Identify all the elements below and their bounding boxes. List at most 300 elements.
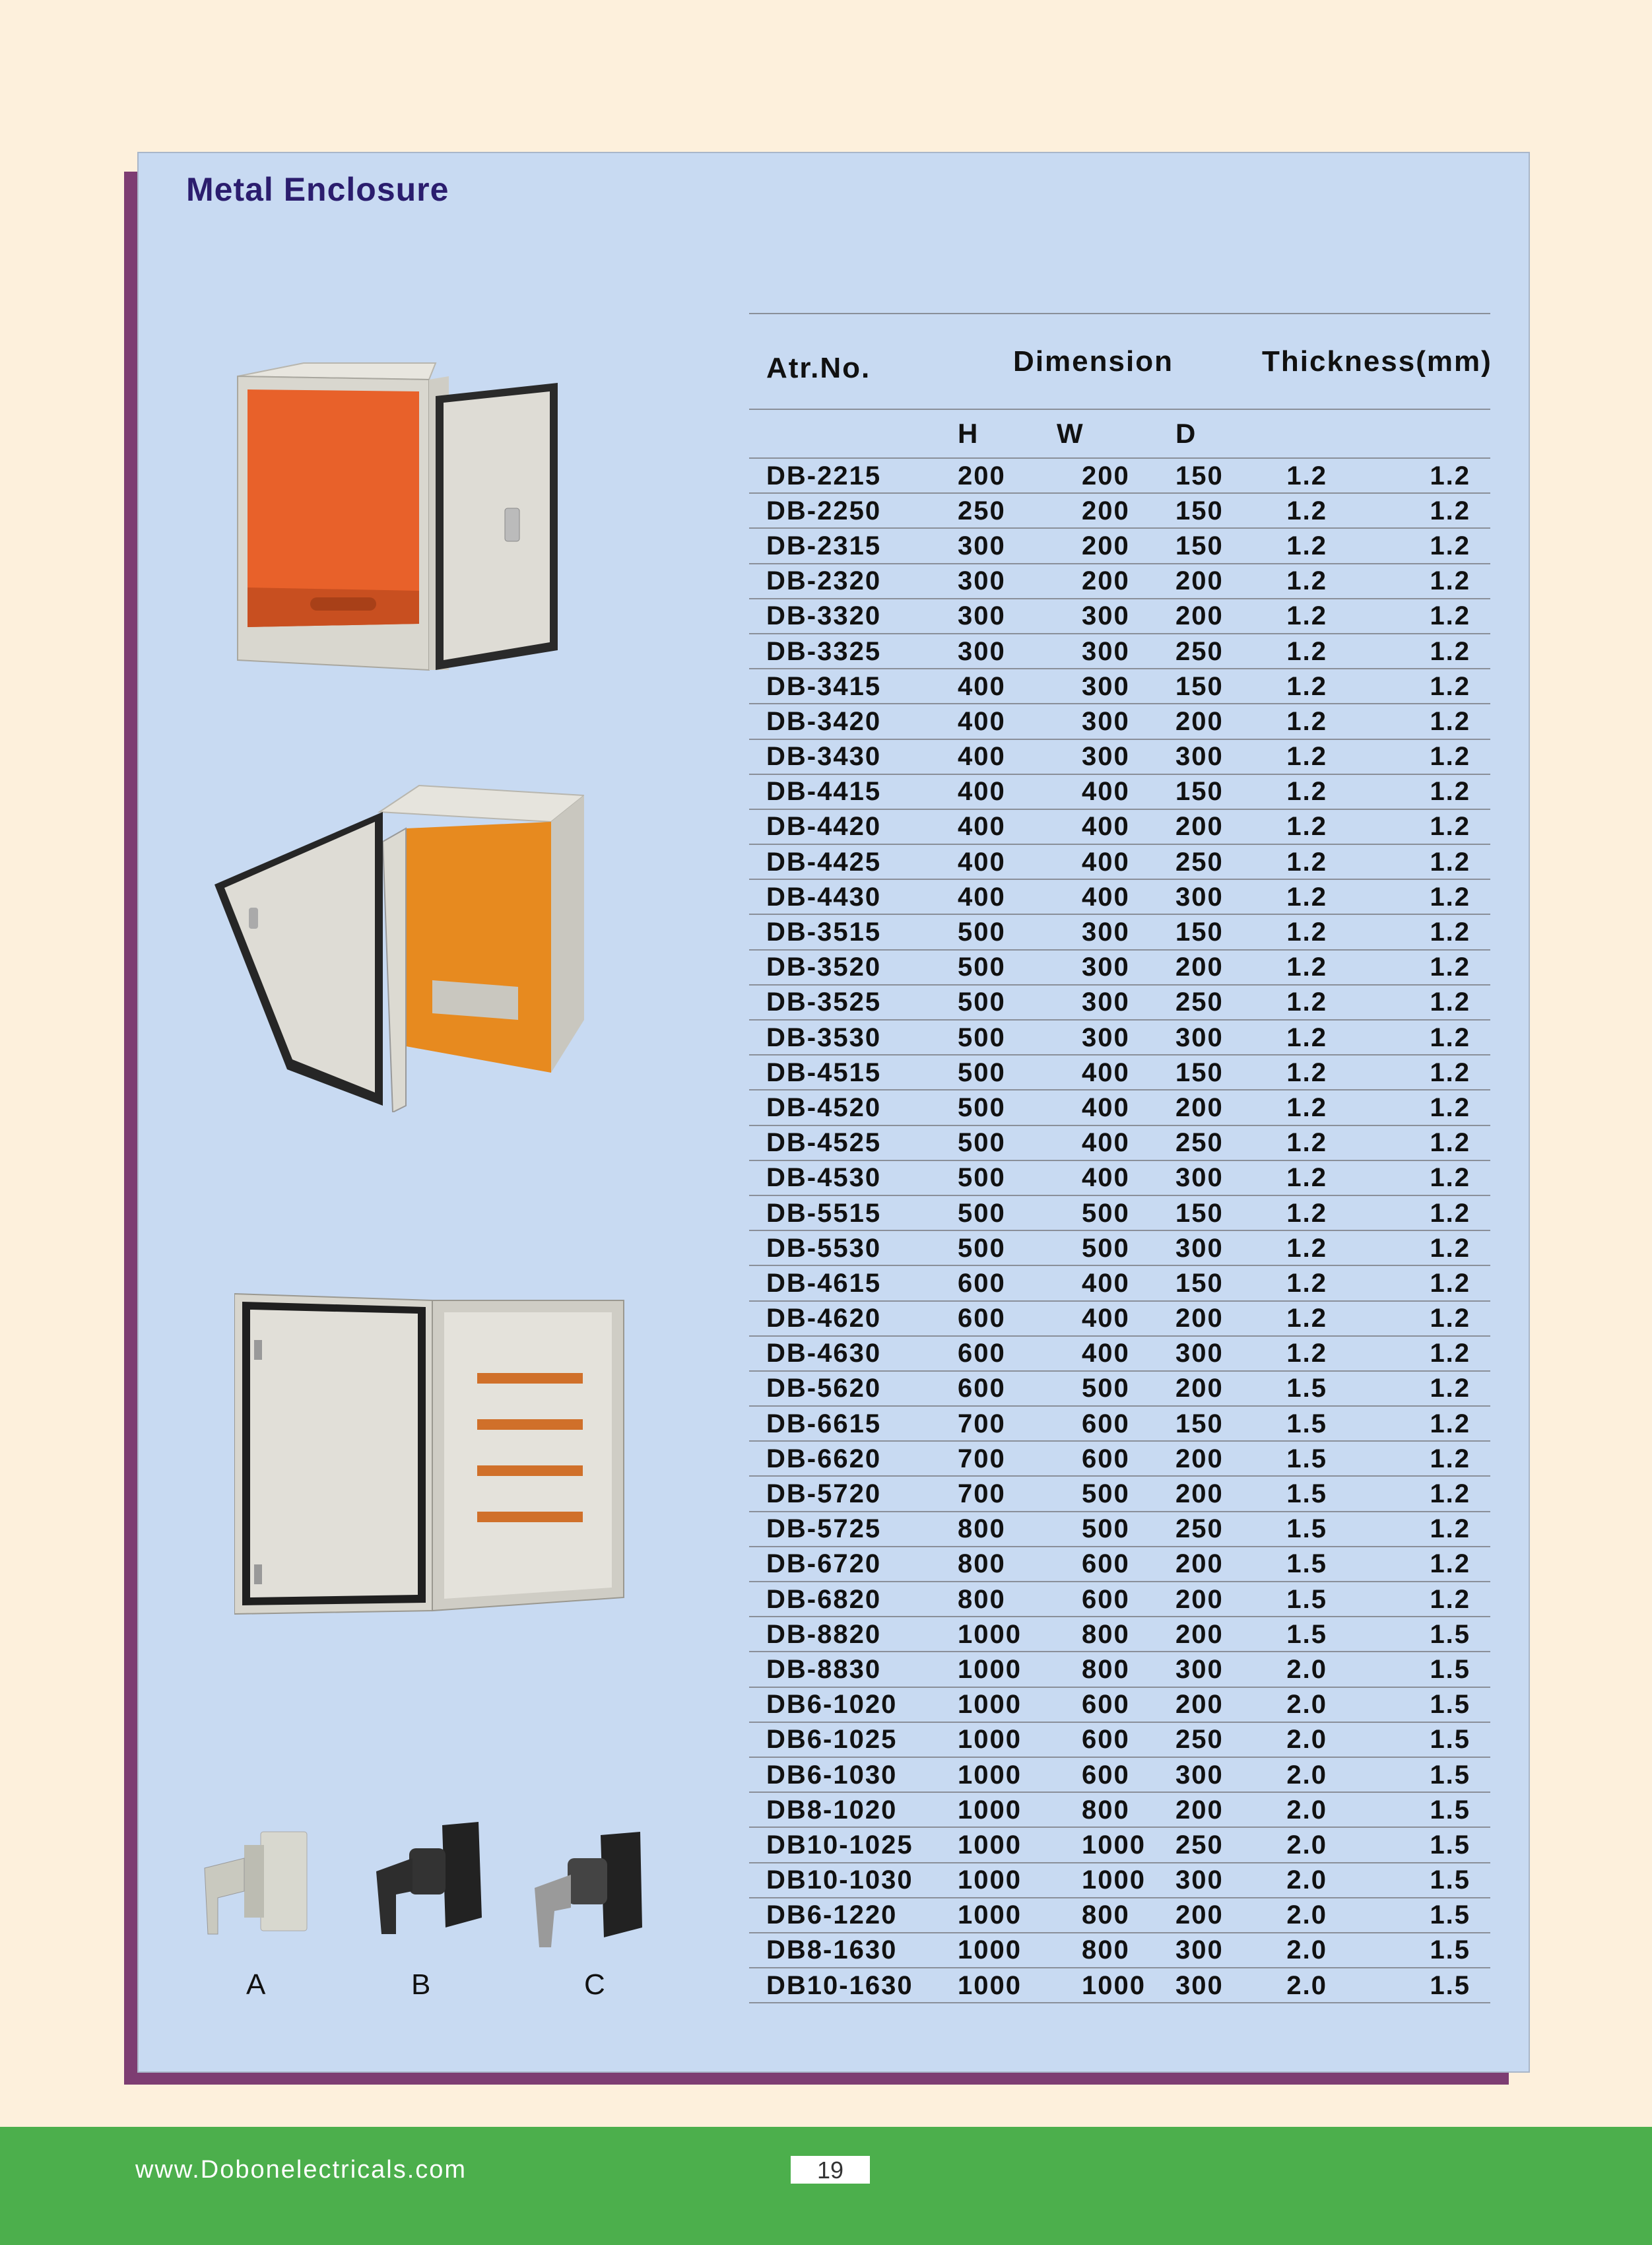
cell-atr-no: DB-4630 [749, 1336, 944, 1371]
cell-d: 200 [1162, 599, 1261, 634]
cell-atr-no: DB-3420 [749, 704, 944, 739]
cell-thickness-1: 1.5 [1261, 1406, 1387, 1441]
table-row [749, 1090, 1490, 1125]
cell-w: 200 [1057, 458, 1162, 493]
cell-thickness-2: 1.5 [1387, 1652, 1490, 1687]
cell-thickness-1: 2.0 [1261, 1863, 1387, 1898]
cell-thickness-2: 1.2 [1387, 1371, 1490, 1406]
cell-thickness-2: 1.5 [1387, 1933, 1490, 1968]
lock-b-image [370, 1819, 485, 1941]
cell-thickness-2: 1.2 [1387, 493, 1490, 528]
cell-thickness-2: 1.2 [1387, 950, 1490, 985]
cell-thickness-2: 1.2 [1387, 669, 1490, 704]
cell-atr-no: DB-4530 [749, 1160, 944, 1195]
cell-h: 500 [944, 1160, 1057, 1195]
table-row [749, 879, 1490, 914]
header-h: H [944, 409, 1057, 458]
cell-thickness-2: 1.2 [1387, 1230, 1490, 1265]
lock-c-image [531, 1828, 647, 1951]
cell-atr-no: DB-6720 [749, 1547, 944, 1582]
cell-h: 500 [944, 1125, 1057, 1160]
cell-d: 300 [1162, 739, 1261, 774]
cell-h: 300 [944, 564, 1057, 599]
cell-atr-no: DB-2315 [749, 528, 944, 563]
cell-atr-no: DB-4425 [749, 844, 944, 879]
page-title: Metal Enclosure [186, 171, 449, 208]
cell-h: 300 [944, 528, 1057, 563]
cell-thickness-1: 1.5 [1261, 1547, 1387, 1582]
table-row [749, 634, 1490, 669]
cell-d: 200 [1162, 704, 1261, 739]
cell-h: 500 [944, 1055, 1057, 1090]
cell-d: 200 [1162, 1547, 1261, 1582]
cell-w: 400 [1057, 879, 1162, 914]
cell-thickness-1: 1.2 [1261, 1020, 1387, 1055]
table-row [749, 950, 1490, 985]
table-row [749, 1406, 1490, 1441]
cell-thickness-2: 1.2 [1387, 844, 1490, 879]
cell-w: 400 [1057, 809, 1162, 844]
cell-w: 400 [1057, 1265, 1162, 1300]
cell-d: 150 [1162, 1195, 1261, 1230]
cell-thickness-2: 1.2 [1387, 1582, 1490, 1617]
cell-thickness-1: 2.0 [1261, 1827, 1387, 1862]
cell-h: 1000 [944, 1933, 1057, 1968]
cell-w: 1000 [1057, 1968, 1162, 2003]
cell-d: 150 [1162, 669, 1261, 704]
cell-atr-no: DB-3525 [749, 985, 944, 1020]
cell-thickness-2: 1.2 [1387, 1336, 1490, 1371]
cell-w: 800 [1057, 1933, 1162, 1968]
cell-d: 250 [1162, 634, 1261, 669]
cell-d: 250 [1162, 1512, 1261, 1547]
cell-thickness-2: 1.2 [1387, 1160, 1490, 1195]
cell-thickness-1: 2.0 [1261, 1968, 1387, 2003]
enclosure-image-3 [234, 1287, 630, 1617]
cell-d: 300 [1162, 1933, 1261, 1968]
cell-atr-no: DB-3415 [749, 669, 944, 704]
cell-atr-no: DB-5720 [749, 1476, 944, 1511]
cell-w: 400 [1057, 1125, 1162, 1160]
cell-w: 400 [1057, 1055, 1162, 1090]
enclosure-image-2 [208, 782, 584, 1112]
cell-thickness-2: 1.2 [1387, 1406, 1490, 1441]
page-number: 19 [791, 2156, 870, 2184]
table-row [749, 1055, 1490, 1090]
cell-h: 800 [944, 1582, 1057, 1617]
cell-h: 1000 [944, 1792, 1057, 1827]
cell-h: 500 [944, 1230, 1057, 1265]
cell-d: 300 [1162, 1160, 1261, 1195]
cell-thickness-1: 1.2 [1261, 739, 1387, 774]
cell-h: 400 [944, 879, 1057, 914]
cell-thickness-2: 1.2 [1387, 1441, 1490, 1476]
spec-table [749, 313, 1490, 2003]
cell-thickness-1: 1.5 [1261, 1617, 1387, 1652]
table-row [749, 1968, 1490, 2003]
header-d: D [1162, 409, 1261, 458]
cell-h: 700 [944, 1476, 1057, 1511]
table-row [749, 1195, 1490, 1230]
cell-atr-no: DB-2250 [749, 493, 944, 528]
table-row [749, 1230, 1490, 1265]
cell-thickness-2: 1.2 [1387, 1125, 1490, 1160]
cell-h: 300 [944, 599, 1057, 634]
table-row [749, 528, 1490, 563]
cell-atr-no: DB-8830 [749, 1652, 944, 1687]
lock-label-a: A [246, 1968, 266, 2001]
cell-w: 600 [1057, 1406, 1162, 1441]
table-row [749, 914, 1490, 949]
cell-d: 200 [1162, 1371, 1261, 1406]
cell-atr-no: DB6-1025 [749, 1722, 944, 1757]
cell-h: 400 [944, 704, 1057, 739]
cell-thickness-2: 1.2 [1387, 1195, 1490, 1230]
cell-thickness-2: 1.2 [1387, 634, 1490, 669]
header-dimension: Dimension [944, 314, 1261, 409]
cell-atr-no: DB-2215 [749, 458, 944, 493]
cell-thickness-2: 1.5 [1387, 1898, 1490, 1933]
cell-thickness-2: 1.2 [1387, 1020, 1490, 1055]
table-row [749, 704, 1490, 739]
cell-atr-no: DB-3320 [749, 599, 944, 634]
cell-w: 600 [1057, 1722, 1162, 1757]
cell-d: 200 [1162, 1441, 1261, 1476]
cell-w: 600 [1057, 1441, 1162, 1476]
cell-w: 800 [1057, 1652, 1162, 1687]
cell-thickness-1: 1.2 [1261, 985, 1387, 1020]
cell-h: 700 [944, 1441, 1057, 1476]
cell-thickness-1: 1.2 [1261, 704, 1387, 739]
cell-atr-no: DB-3430 [749, 739, 944, 774]
cell-thickness-1: 1.5 [1261, 1582, 1387, 1617]
cell-thickness-1: 1.2 [1261, 1160, 1387, 1195]
cell-w: 300 [1057, 985, 1162, 1020]
cell-d: 200 [1162, 1476, 1261, 1511]
cell-w: 1000 [1057, 1863, 1162, 1898]
cell-thickness-2: 1.5 [1387, 1617, 1490, 1652]
cell-atr-no: DB-2320 [749, 564, 944, 599]
cell-h: 500 [944, 1195, 1057, 1230]
cell-w: 600 [1057, 1582, 1162, 1617]
cell-thickness-1: 2.0 [1261, 1792, 1387, 1827]
cell-h: 1000 [944, 1898, 1057, 1933]
cell-thickness-2: 1.2 [1387, 985, 1490, 1020]
cell-thickness-2: 1.5 [1387, 1968, 1490, 2003]
cell-atr-no: DB-3530 [749, 1020, 944, 1055]
cell-thickness-1: 1.2 [1261, 1230, 1387, 1265]
cell-thickness-2: 1.2 [1387, 704, 1490, 739]
table-row [749, 1160, 1490, 1195]
table-row [749, 1476, 1490, 1511]
cell-thickness-1: 1.2 [1261, 809, 1387, 844]
cell-d: 300 [1162, 1863, 1261, 1898]
table-row [749, 1617, 1490, 1652]
cell-thickness-1: 1.5 [1261, 1371, 1387, 1406]
cell-thickness-1: 1.2 [1261, 1336, 1387, 1371]
cell-thickness-1: 1.2 [1261, 844, 1387, 879]
cell-d: 150 [1162, 528, 1261, 563]
table-row [749, 985, 1490, 1020]
cell-h: 800 [944, 1512, 1057, 1547]
cell-d: 150 [1162, 493, 1261, 528]
table-row [749, 1020, 1490, 1055]
cell-thickness-2: 1.2 [1387, 914, 1490, 949]
cell-thickness-2: 1.2 [1387, 1512, 1490, 1547]
cell-thickness-2: 1.2 [1387, 1547, 1490, 1582]
cell-d: 200 [1162, 1090, 1261, 1125]
cell-atr-no: DB-4420 [749, 809, 944, 844]
table-body [749, 458, 1490, 2003]
cell-d: 300 [1162, 1020, 1261, 1055]
cell-atr-no: DB10-1025 [749, 1827, 944, 1862]
table-row [749, 844, 1490, 879]
enclosure-image-1 [231, 360, 574, 677]
cell-thickness-1: 1.2 [1261, 528, 1387, 563]
subheader-spacer [1387, 409, 1490, 458]
table-row [749, 1441, 1490, 1476]
cell-thickness-1: 1.2 [1261, 599, 1387, 634]
cell-thickness-2: 1.2 [1387, 809, 1490, 844]
cell-w: 400 [1057, 844, 1162, 879]
cell-atr-no: DB6-1020 [749, 1687, 944, 1722]
table-row [749, 1301, 1490, 1336]
cell-w: 400 [1057, 774, 1162, 809]
cell-w: 400 [1057, 1301, 1162, 1336]
cell-d: 200 [1162, 1301, 1261, 1336]
cell-thickness-1: 2.0 [1261, 1687, 1387, 1722]
cell-thickness-1: 1.2 [1261, 458, 1387, 493]
cell-thickness-1: 1.2 [1261, 564, 1387, 599]
cell-atr-no: DB6-1220 [749, 1898, 944, 1933]
cell-thickness-1: 2.0 [1261, 1652, 1387, 1687]
cell-d: 150 [1162, 914, 1261, 949]
cell-thickness-1: 2.0 [1261, 1933, 1387, 1968]
cell-d: 200 [1162, 809, 1261, 844]
cell-w: 600 [1057, 1687, 1162, 1722]
cell-h: 400 [944, 809, 1057, 844]
cell-d: 300 [1162, 1757, 1261, 1792]
cell-w: 500 [1057, 1512, 1162, 1547]
cell-h: 500 [944, 1090, 1057, 1125]
cell-h: 600 [944, 1336, 1057, 1371]
cell-thickness-2: 1.5 [1387, 1687, 1490, 1722]
cell-thickness-2: 1.2 [1387, 879, 1490, 914]
cell-h: 1000 [944, 1652, 1057, 1687]
cell-d: 300 [1162, 1230, 1261, 1265]
cell-thickness-1: 1.2 [1261, 950, 1387, 985]
cell-atr-no: DB-6615 [749, 1406, 944, 1441]
cell-thickness-2: 1.2 [1387, 458, 1490, 493]
table-row [749, 1933, 1490, 1968]
cell-atr-no: DB-5515 [749, 1195, 944, 1230]
cell-atr-no: DB-4520 [749, 1090, 944, 1125]
cell-d: 200 [1162, 564, 1261, 599]
cell-d: 200 [1162, 1617, 1261, 1652]
cell-d: 250 [1162, 1125, 1261, 1160]
cell-d: 200 [1162, 1687, 1261, 1722]
cell-thickness-2: 1.2 [1387, 739, 1490, 774]
cell-atr-no: DB-4415 [749, 774, 944, 809]
cell-atr-no: DB-4525 [749, 1125, 944, 1160]
cell-w: 500 [1057, 1476, 1162, 1511]
cell-thickness-1: 1.2 [1261, 493, 1387, 528]
table-row [749, 1582, 1490, 1617]
cell-atr-no: DB10-1630 [749, 1968, 944, 2003]
table-row [749, 1125, 1490, 1160]
cell-h: 1000 [944, 1968, 1057, 2003]
cell-d: 150 [1162, 1265, 1261, 1300]
cell-thickness-2: 1.2 [1387, 564, 1490, 599]
lock-label-b: B [411, 1968, 431, 2001]
cell-w: 500 [1057, 1195, 1162, 1230]
cell-atr-no: DB8-1630 [749, 1933, 944, 1968]
subheader-spacer [749, 409, 944, 458]
cell-d: 300 [1162, 879, 1261, 914]
cell-h: 1000 [944, 1827, 1057, 1862]
cell-d: 250 [1162, 1827, 1261, 1862]
lock-a-image [198, 1828, 314, 1947]
subheader-spacer [1261, 409, 1387, 458]
cell-atr-no: DB-3325 [749, 634, 944, 669]
cell-atr-no: DB6-1030 [749, 1757, 944, 1792]
cell-d: 250 [1162, 1722, 1261, 1757]
table-row [749, 1792, 1490, 1827]
footer-bar [0, 2127, 1652, 2245]
cell-w: 300 [1057, 739, 1162, 774]
cell-h: 500 [944, 950, 1057, 985]
cell-w: 300 [1057, 950, 1162, 985]
cell-atr-no: DB-4620 [749, 1301, 944, 1336]
table-row [749, 1827, 1490, 1862]
cell-atr-no: DB-4515 [749, 1055, 944, 1090]
header-atr-no: Atr.No. [749, 314, 944, 409]
cell-h: 500 [944, 914, 1057, 949]
cell-w: 800 [1057, 1792, 1162, 1827]
cell-h: 1000 [944, 1757, 1057, 1792]
cell-thickness-2: 1.2 [1387, 528, 1490, 563]
cell-thickness-1: 1.2 [1261, 1055, 1387, 1090]
table-row [749, 1687, 1490, 1722]
cell-atr-no: DB-6620 [749, 1441, 944, 1476]
cell-h: 1000 [944, 1863, 1057, 1898]
cell-thickness-1: 1.2 [1261, 1195, 1387, 1230]
table-row [749, 669, 1490, 704]
cell-h: 600 [944, 1265, 1057, 1300]
cell-atr-no: DB-5725 [749, 1512, 944, 1547]
table-row [749, 1757, 1490, 1792]
cell-thickness-1: 1.2 [1261, 1301, 1387, 1336]
cell-w: 800 [1057, 1898, 1162, 1933]
cell-atr-no: DB10-1030 [749, 1863, 944, 1898]
cell-d: 300 [1162, 1336, 1261, 1371]
table-row [749, 1265, 1490, 1300]
cell-h: 250 [944, 493, 1057, 528]
cell-thickness-1: 1.2 [1261, 1090, 1387, 1125]
table-row [749, 564, 1490, 599]
cell-thickness-1: 2.0 [1261, 1722, 1387, 1757]
cell-h: 200 [944, 458, 1057, 493]
table-subheader-row [749, 409, 1490, 458]
cell-h: 400 [944, 844, 1057, 879]
cell-thickness-1: 2.0 [1261, 1898, 1387, 1933]
cell-d: 300 [1162, 1968, 1261, 2003]
cell-h: 400 [944, 739, 1057, 774]
cell-atr-no: DB-5620 [749, 1371, 944, 1406]
cell-thickness-1: 1.2 [1261, 669, 1387, 704]
cell-h: 800 [944, 1547, 1057, 1582]
cell-atr-no: DB-4430 [749, 879, 944, 914]
footer-url[interactable]: www.Dobonelectricals.com [135, 2156, 467, 2184]
cell-h: 400 [944, 669, 1057, 704]
table-row [749, 1371, 1490, 1406]
cell-w: 800 [1057, 1617, 1162, 1652]
cell-d: 150 [1162, 1055, 1261, 1090]
cell-d: 300 [1162, 1652, 1261, 1687]
cell-h: 600 [944, 1301, 1057, 1336]
cell-w: 300 [1057, 1020, 1162, 1055]
table-row [749, 809, 1490, 844]
cell-h: 700 [944, 1406, 1057, 1441]
cell-thickness-1: 1.5 [1261, 1512, 1387, 1547]
cell-w: 200 [1057, 493, 1162, 528]
cell-h: 400 [944, 774, 1057, 809]
cell-h: 300 [944, 634, 1057, 669]
cell-thickness-2: 1.5 [1387, 1757, 1490, 1792]
cell-d: 250 [1162, 985, 1261, 1020]
cell-atr-no: DB-8820 [749, 1617, 944, 1652]
cell-thickness-1: 1.2 [1261, 774, 1387, 809]
cell-thickness-2: 1.5 [1387, 1722, 1490, 1757]
cell-thickness-1: 1.2 [1261, 634, 1387, 669]
table-row [749, 599, 1490, 634]
table-row [749, 493, 1490, 528]
cell-w: 200 [1057, 564, 1162, 599]
cell-thickness-1: 1.5 [1261, 1476, 1387, 1511]
cell-thickness-1: 1.2 [1261, 1125, 1387, 1160]
cell-thickness-2: 1.2 [1387, 1301, 1490, 1336]
table-row [749, 458, 1490, 493]
cell-thickness-2: 1.5 [1387, 1792, 1490, 1827]
table-row [749, 774, 1490, 809]
cell-w: 300 [1057, 704, 1162, 739]
cell-d: 150 [1162, 1406, 1261, 1441]
table-row [749, 739, 1490, 774]
table-row [749, 1336, 1490, 1371]
table-row [749, 1898, 1490, 1933]
header-thickness: Thickness(mm) [1261, 314, 1490, 409]
cell-w: 300 [1057, 914, 1162, 949]
cell-h: 1000 [944, 1722, 1057, 1757]
cell-h: 500 [944, 1020, 1057, 1055]
table-row [749, 1652, 1490, 1687]
cell-w: 400 [1057, 1160, 1162, 1195]
cell-d: 250 [1162, 844, 1261, 879]
header-w: W [1057, 409, 1162, 458]
cell-d: 200 [1162, 1792, 1261, 1827]
table-row [749, 1863, 1490, 1898]
cell-w: 300 [1057, 634, 1162, 669]
cell-h: 1000 [944, 1687, 1057, 1722]
cell-h: 600 [944, 1371, 1057, 1406]
cell-thickness-1: 1.5 [1261, 1441, 1387, 1476]
cell-w: 600 [1057, 1547, 1162, 1582]
cell-atr-no: DB-3520 [749, 950, 944, 985]
cell-thickness-1: 1.2 [1261, 914, 1387, 949]
cell-thickness-2: 1.2 [1387, 1090, 1490, 1125]
table-row [749, 1547, 1490, 1582]
cell-w: 300 [1057, 669, 1162, 704]
